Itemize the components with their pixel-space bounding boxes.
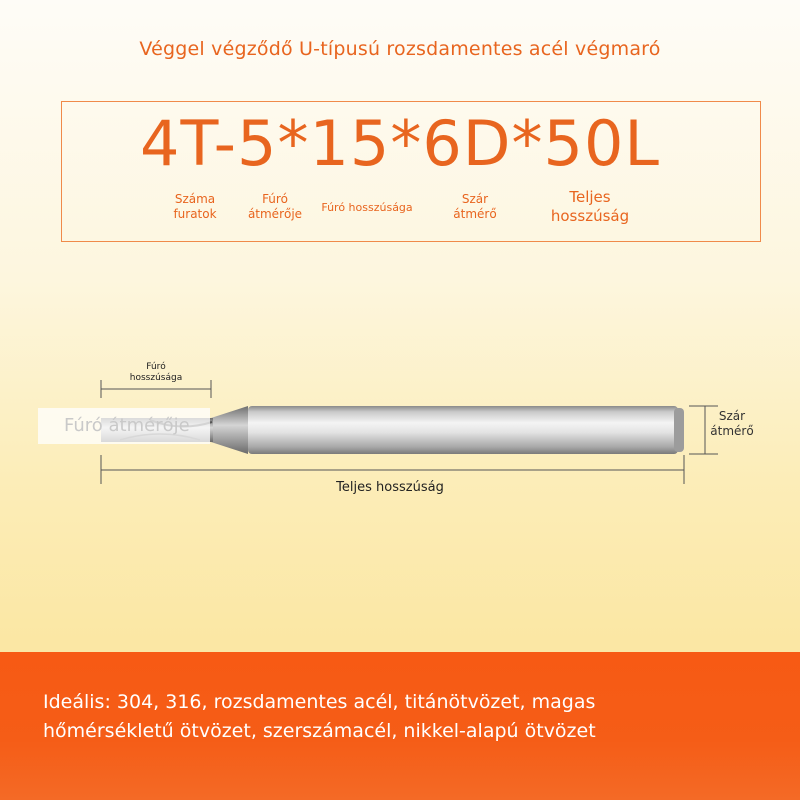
label-drill-length: Fúró hosszúsága: [321, 201, 413, 214]
label-drill-diameter: Fúró átmérője: [247, 192, 303, 221]
total-length-label: Teljes hosszúság: [336, 480, 444, 495]
shank-diameter-label: Szár átmérő: [710, 409, 754, 438]
taper: [211, 406, 248, 454]
label-shank-diameter: Szár átmérő: [453, 192, 497, 221]
page-title: Véggel végződő U-típusú rozsdamentes acél végmaró: [139, 38, 661, 60]
drill-diameter-overlay: Fúró átmérője: [38, 408, 210, 444]
label-flutes: Száma furatok: [173, 192, 217, 221]
label-total-length: Teljes hosszúság: [550, 188, 630, 225]
drill-length-label: Fúró hosszúsága: [129, 362, 183, 384]
spec-code: 4T-5*15*6D*50L: [140, 107, 660, 180]
shank: [248, 406, 678, 454]
applications-text: Ideális: 304, 316, rozsdamentes acél, titánötvözet, magas hőmérsékletű ötvözet, szerszámacél, nikkel-alapú ötvözet: [43, 691, 596, 742]
shank-end: [674, 408, 684, 452]
